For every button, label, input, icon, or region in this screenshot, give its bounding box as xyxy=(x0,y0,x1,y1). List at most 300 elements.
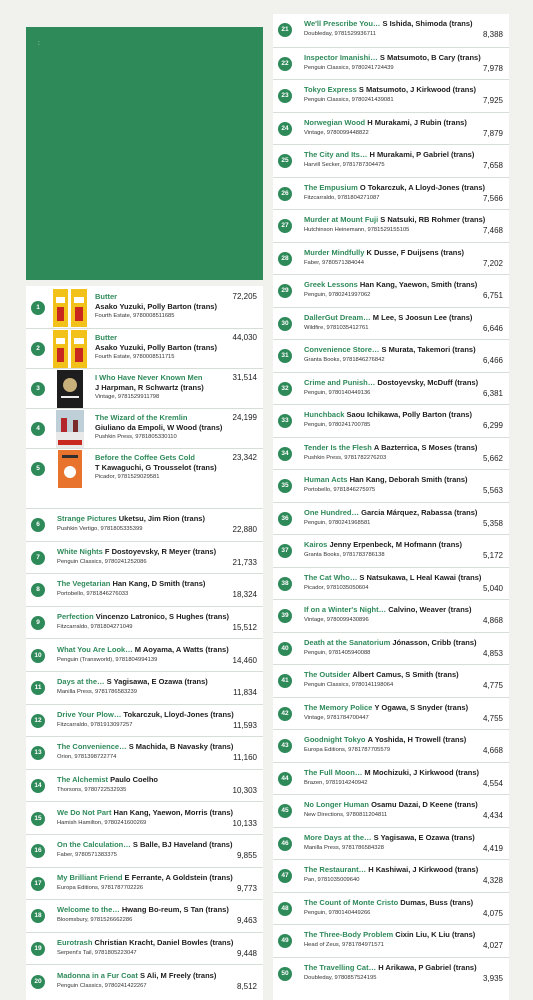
book-publisher: Penguin (Transworld), 9781804994139 xyxy=(57,656,158,663)
sales-value: 7,566 xyxy=(482,193,503,203)
book-publisher: Penguin, 9780140449266 xyxy=(304,909,371,916)
book-row xyxy=(273,274,509,307)
book-title[interactable]: Murder Mindfully xyxy=(304,247,365,257)
book-publisher: Harvill Secker, 9781787304475 xyxy=(304,162,385,169)
sales-value: 21,733 xyxy=(232,557,257,567)
book-title[interactable]: The Full Moon… xyxy=(304,767,363,777)
book-line xyxy=(304,85,503,95)
book-row xyxy=(26,867,263,900)
coffee-cover-image xyxy=(53,450,87,488)
sales-value: 9,855 xyxy=(236,851,257,861)
sales-value: 5,662 xyxy=(482,453,503,463)
book-title[interactable]: Eurotrash xyxy=(57,938,93,948)
rank-badge: 6 xyxy=(31,518,45,532)
sales-value: 10,303 xyxy=(232,786,257,796)
book-row xyxy=(273,697,509,730)
rank-badge: 9 xyxy=(31,616,45,630)
book-row xyxy=(273,859,509,892)
book-authors: Jónasson, Cribb (trans) xyxy=(392,637,477,647)
book-line xyxy=(304,703,503,713)
book-publisher: Europa Editions, 9781787702226 xyxy=(57,884,144,891)
sales-value: 44,030 xyxy=(232,333,257,342)
book-publisher: Penguin Classics, 9780141198064 xyxy=(304,682,394,689)
top-book-row xyxy=(26,368,263,408)
book-publisher: Fourth Estate, 9780008511685 xyxy=(95,313,175,319)
rank-badge: 29 xyxy=(278,284,292,298)
sales-value: 7,925 xyxy=(482,96,503,106)
book-publisher: Doubleday, 9781529936711 xyxy=(304,31,376,38)
book-publisher: Head of Zeus, 9781784971571 xyxy=(304,942,384,949)
book-line xyxy=(57,579,257,589)
book-title[interactable]: Butter xyxy=(95,333,118,342)
book-row xyxy=(273,242,509,275)
book-row xyxy=(26,671,263,704)
book-title[interactable]: Goodnight Tokyo xyxy=(304,735,366,745)
book-line xyxy=(57,645,257,655)
rank-badge: 43 xyxy=(278,739,292,753)
book-authors: Tokarczuk, Lloyd-Jones (trans) xyxy=(123,709,234,719)
rank-badge: 2 xyxy=(31,342,45,356)
book-authors: Han Kang, Yaewon, Morris (trans) xyxy=(113,807,234,817)
book-title[interactable]: My Brilliant Friend xyxy=(57,872,123,882)
book-row xyxy=(273,307,509,340)
sales-value: 4,554 xyxy=(482,778,503,788)
book-publisher: Thorsons, 9780722532935 xyxy=(57,787,127,794)
book-title[interactable]: Perfection xyxy=(57,612,94,622)
rank-badge: 17 xyxy=(31,877,45,891)
book-authors: S Yagisawa, E Ozawa (trans) xyxy=(106,677,208,687)
book-row xyxy=(26,964,263,997)
book-authors: Hwang Bo-reum, S Tan (trans) xyxy=(121,905,229,915)
sales-value: 5,358 xyxy=(482,518,503,528)
book-authors: Y Ogawa, S Snyder (trans) xyxy=(374,702,469,712)
book-title[interactable]: Kairos xyxy=(304,540,328,550)
book-authors: Jenny Erpenbeck, M Hofmann (trans) xyxy=(329,540,462,550)
rank-badge: 16 xyxy=(31,844,45,858)
butter-cover-image xyxy=(53,330,87,368)
top-book-row xyxy=(26,288,263,328)
rank-badge: 48 xyxy=(278,902,292,916)
book-title[interactable]: The Convenience… xyxy=(57,742,127,752)
rank-badge: 50 xyxy=(278,967,292,981)
book-publisher: Penguin, 9781405940088 xyxy=(304,649,371,656)
sales-value: 14,460 xyxy=(232,655,257,665)
book-line xyxy=(57,808,257,818)
book-row xyxy=(273,957,509,990)
book-title[interactable]: One Hundred… xyxy=(304,507,360,517)
book-title[interactable]: On the Calculation… xyxy=(57,840,131,850)
book-publisher: Picador, 9781035050604 xyxy=(304,584,369,591)
book-row xyxy=(273,437,509,470)
book-line xyxy=(57,547,257,557)
book-line xyxy=(57,612,257,622)
rank-badge: 10 xyxy=(31,649,45,663)
sales-value: 4,668 xyxy=(482,746,503,756)
book-line xyxy=(57,840,257,850)
sales-value: 23,342 xyxy=(232,453,257,462)
rank-badge: 19 xyxy=(31,942,45,956)
book-title[interactable]: Before the Coffee Gets Cold xyxy=(95,453,196,462)
book-line xyxy=(304,670,503,680)
book-title[interactable]: The Outsider xyxy=(304,670,351,680)
rank-badge: 8 xyxy=(31,583,45,597)
book-row xyxy=(273,827,509,860)
rank-badge: 5 xyxy=(31,462,45,476)
book-authors: Vincenzo Latronico, S Hughes (trans) xyxy=(95,612,229,622)
sales-value: 9,448 xyxy=(236,949,257,959)
book-authors: Christian Kracht, Daniel Bowles (trans) xyxy=(94,938,234,948)
book-row xyxy=(26,704,263,737)
book-row xyxy=(273,112,509,145)
book-line xyxy=(57,775,257,785)
book-authors: S Murata, Takemori (trans) xyxy=(381,345,476,355)
book-publisher: Penguin, 9780140449136 xyxy=(304,389,371,396)
book-line xyxy=(57,514,257,524)
book-row xyxy=(273,339,509,372)
top-book-row xyxy=(26,448,263,488)
book-authors: Han Kang, Yaewon, Smith (trans) xyxy=(359,280,478,290)
book-publisher: Vintage, 9780099430896 xyxy=(304,617,369,624)
book-title[interactable]: Convenience Store… xyxy=(304,345,380,355)
left-ranking-list xyxy=(26,286,263,1000)
rank-badge: 15 xyxy=(31,812,45,826)
book-publisher: Vintage, 9781784700447 xyxy=(304,714,369,721)
book-title[interactable]: Human Acts xyxy=(304,475,348,485)
book-line xyxy=(57,742,257,752)
rank-badge: 7 xyxy=(31,551,45,565)
book-row xyxy=(273,469,509,502)
book-row xyxy=(273,567,509,600)
book-line xyxy=(57,971,257,981)
rank-badge: 40 xyxy=(278,642,292,656)
book-authors: S Balle, BJ Haveland (trans) xyxy=(132,840,233,850)
book-publisher: Hutchinson Heinemann, 9781529155105 xyxy=(304,227,410,234)
book-authors: S Matsumoto, B Cary (trans) xyxy=(379,52,481,62)
book-publisher: Brazen, 9781914240942 xyxy=(304,779,368,786)
book-line xyxy=(304,865,503,875)
book-publisher: Bloomsbury, 9781526662286 xyxy=(57,917,133,924)
sales-value: 11,593 xyxy=(233,720,257,730)
book-row xyxy=(273,372,509,405)
book-title[interactable]: Death at the Sanatorium xyxy=(304,637,391,647)
book-authors: M Lee, S Joosun Lee (trans) xyxy=(372,312,473,322)
book-authors: T Kawaguchi, G Trousselot (trans) xyxy=(95,463,217,472)
book-line xyxy=(304,345,503,355)
sales-value: 7,879 xyxy=(482,128,503,138)
book-publisher: Penguin Classics, 9780241439081 xyxy=(304,97,394,104)
book-line xyxy=(304,768,503,778)
book-publisher: Vintage, 9781529911798 xyxy=(95,394,160,400)
book-authors: S Matsumoto, J Kirkwood (trans) xyxy=(358,85,476,95)
book-title[interactable]: We'll Prescribe You… xyxy=(304,19,381,29)
book-line xyxy=(304,150,503,160)
book-title[interactable]: Strange Pictures xyxy=(57,514,117,524)
book-line xyxy=(304,800,503,810)
book-authors: H Arikawa, P Gabriel (trans) xyxy=(378,962,477,972)
rank-badge: 23 xyxy=(278,89,292,103)
book-line xyxy=(304,573,503,583)
book-line xyxy=(57,710,257,720)
book-line xyxy=(304,638,503,648)
book-title[interactable]: Days at the… xyxy=(57,677,105,687)
book-authors: S Yagisawa, E Ozawa (trans) xyxy=(373,832,475,842)
book-row xyxy=(26,541,263,574)
sales-value: 7,468 xyxy=(482,226,503,236)
book-authors: Albert Camus, S Smith (trans) xyxy=(352,670,459,680)
rank-badge: 3 xyxy=(31,382,45,396)
book-line xyxy=(304,963,503,973)
book-line xyxy=(304,280,503,290)
book-authors: H Murakami, P Gabriel (trans) xyxy=(369,150,475,160)
rank-badge: 45 xyxy=(278,804,292,818)
rank-badge: 37 xyxy=(278,544,292,558)
book-publisher: New Directions, 9780811204811 xyxy=(304,812,388,819)
book-row xyxy=(273,79,509,112)
book-authors: M Aoyama, A Watts (trans) xyxy=(134,644,229,654)
sales-value: 8,512 xyxy=(236,981,257,991)
book-row xyxy=(273,924,509,957)
sales-value: 6,751 xyxy=(482,291,503,301)
rank-badge: 46 xyxy=(278,837,292,851)
book-publisher: Faber, 9780571383375 xyxy=(57,852,117,859)
book-publisher: Europa Editions, 9781787705579 xyxy=(304,747,391,754)
data-source-line: : xyxy=(38,40,40,47)
book-authors: J Harpman, R Schwartz (trans) xyxy=(95,383,204,392)
book-authors: Asako Yuzuki, Polly Barton (trans) xyxy=(95,302,217,311)
rank-badge: 12 xyxy=(31,714,45,728)
book-title[interactable]: Madonna in a Fur Coat xyxy=(57,970,138,980)
book-title[interactable]: Murder at Mount Fuji xyxy=(304,215,379,225)
book-row xyxy=(273,404,509,437)
sales-value: 4,853 xyxy=(482,648,503,658)
sales-value: 18,324 xyxy=(232,590,257,600)
rank-badge: 25 xyxy=(278,154,292,168)
book-title[interactable]: The Cat Who… xyxy=(304,572,358,582)
book-publisher: Pushkin Press, 9781782276203 xyxy=(304,454,387,461)
sales-value: 24,199 xyxy=(232,413,257,422)
book-row xyxy=(273,14,509,47)
book-title[interactable]: The Memory Police xyxy=(304,702,373,712)
book-authors: Giuliano da Empoli, W Wood (trans) xyxy=(95,423,223,432)
rank-badge: 20 xyxy=(31,975,45,989)
rank-badge: 31 xyxy=(278,349,292,363)
book-line xyxy=(57,873,257,883)
book-row xyxy=(273,762,509,795)
rank-badge: 42 xyxy=(278,707,292,721)
book-publisher: Pan, 9781035009640 xyxy=(304,877,360,884)
book-title[interactable]: Drive Your Plow… xyxy=(57,709,122,719)
rank-badge: 4 xyxy=(31,422,45,436)
rank-badge: 1 xyxy=(31,301,45,315)
rank-badge: 35 xyxy=(278,479,292,493)
book-row xyxy=(273,632,509,665)
book-row xyxy=(273,502,509,535)
book-row xyxy=(273,794,509,827)
book-publisher: Serpent's Tail, 9781805223047 xyxy=(57,950,137,957)
book-row xyxy=(26,736,263,769)
sales-value: 4,075 xyxy=(482,908,503,918)
book-authors: H Murakami, J Rubin (trans) xyxy=(367,117,467,127)
rank-badge: 30 xyxy=(278,317,292,331)
sales-value: 7,978 xyxy=(482,63,503,73)
book-row xyxy=(26,932,263,965)
book-row xyxy=(273,47,509,80)
rank-badge: 39 xyxy=(278,609,292,623)
book-row xyxy=(26,508,263,541)
book-line xyxy=(304,833,503,843)
sales-value: 3,935 xyxy=(482,973,503,983)
book-title[interactable]: Welcome to the… xyxy=(57,905,120,915)
book-authors: S Ali, M Freely (trans) xyxy=(139,970,217,980)
sales-value: 11,834 xyxy=(233,688,257,698)
butter-cover-image xyxy=(53,289,87,327)
book-row xyxy=(26,573,263,606)
sales-value: 22,880 xyxy=(232,525,257,535)
book-title[interactable]: The Alchemist xyxy=(57,775,108,785)
book-line xyxy=(304,53,503,63)
rank-badge: 32 xyxy=(278,382,292,396)
book-title[interactable]: Crime and Punish… xyxy=(304,377,376,387)
book-title[interactable]: Greek Lessons xyxy=(304,280,358,290)
book-title[interactable]: Butter xyxy=(95,292,118,301)
sales-value: 4,868 xyxy=(482,616,503,626)
book-authors: M Mochizuki, J Kirkwood (trans) xyxy=(364,767,480,777)
book-line xyxy=(304,540,503,550)
book-row xyxy=(26,638,263,671)
sales-value: 9,463 xyxy=(236,916,257,926)
sales-value: 7,202 xyxy=(482,258,503,268)
book-publisher: Orion, 9781398722774 xyxy=(57,754,117,761)
book-line xyxy=(304,898,503,908)
book-title[interactable]: The Vegetarian xyxy=(57,579,111,589)
sales-value: 72,205 xyxy=(232,292,257,301)
book-row xyxy=(273,599,509,632)
sales-value: 5,563 xyxy=(482,486,503,496)
book-row xyxy=(26,769,263,802)
sales-value: 6,466 xyxy=(482,356,503,366)
book-row xyxy=(273,664,509,697)
book-line xyxy=(304,378,503,388)
book-line xyxy=(304,215,503,225)
book-publisher: Penguin, 9780241997062 xyxy=(304,292,371,299)
book-authors: S Natsukawa, L Heal Kawai (trans) xyxy=(359,572,482,582)
book-title[interactable]: The City and Its… xyxy=(304,150,368,160)
book-line xyxy=(304,19,503,29)
top-book-row xyxy=(26,408,263,448)
book-row xyxy=(273,729,509,762)
book-title[interactable]: The Count of Monte Cristo xyxy=(304,897,399,907)
rank-badge: 36 xyxy=(278,512,292,526)
book-publisher: Doubleday, 9780857524195 xyxy=(304,974,377,981)
book-title[interactable]: We Do Not Part xyxy=(57,807,112,817)
book-line xyxy=(57,905,257,915)
book-publisher: Vintage, 9780099448822 xyxy=(304,129,369,136)
book-authors: Han Kang, D Smith (trans) xyxy=(112,579,206,589)
sales-value: 9,773 xyxy=(236,883,257,893)
book-title[interactable]: The Travelling Cat… xyxy=(304,962,377,972)
book-authors: Saou Ichikawa, Polly Barton (trans) xyxy=(346,410,472,420)
book-publisher: Fourth Estate, 9780008511715 xyxy=(95,354,175,360)
book-publisher: Penguin Classics, 9780241422267 xyxy=(57,982,147,989)
book-authors: Dumas, Buss (trans) xyxy=(400,897,474,907)
rank-badge: 21 xyxy=(278,23,292,37)
book-authors: H Kashiwai, J Kirkwood (trans) xyxy=(368,865,479,875)
book-publisher: Fitzcarraldo, 9781804271087 xyxy=(304,194,380,201)
rank-badge: 26 xyxy=(278,187,292,201)
book-publisher: Pushkin Vertigo, 9781805335399 xyxy=(57,526,143,533)
rank-badge: 44 xyxy=(278,772,292,786)
book-publisher: Penguin Classics, 9780241252086 xyxy=(57,558,147,565)
book-title[interactable]: No Longer Human xyxy=(304,800,369,810)
sales-value: 4,434 xyxy=(482,811,503,821)
book-title[interactable]: If on a Winter's Night… xyxy=(304,605,387,615)
book-publisher: Picador, 9781529029581 xyxy=(95,474,160,480)
book-title[interactable]: The Empusium xyxy=(304,182,358,192)
book-publisher: Faber, 9780571384044 xyxy=(304,259,364,266)
book-title[interactable]: More Days at the… xyxy=(304,832,372,842)
book-row xyxy=(273,534,509,567)
book-title[interactable]: White Nights xyxy=(57,546,103,556)
book-title[interactable]: I Who Have Never Known Men xyxy=(95,373,203,382)
book-publisher: Manilla Press, 9781786583239 xyxy=(57,689,137,696)
rank-badge: 24 xyxy=(278,122,292,136)
sales-value: 8,388 xyxy=(482,30,503,40)
rank-badge: 38 xyxy=(278,577,292,591)
sales-value: 6,299 xyxy=(482,421,503,431)
book-publisher: Manilla Press, 9781786584328 xyxy=(304,844,384,851)
book-authors: S Ishida, Shimoda (trans) xyxy=(382,19,473,29)
book-authors: A Yoshida, H Trowell (trans) xyxy=(367,735,467,745)
rank-badge: 27 xyxy=(278,219,292,233)
book-title[interactable]: Tokyo Express xyxy=(304,85,357,95)
rank-badge: 41 xyxy=(278,674,292,688)
rank-badge: 18 xyxy=(31,909,45,923)
sales-value: 31,514 xyxy=(232,373,257,382)
book-publisher: Fitzcarraldo, 9781804271049 xyxy=(57,624,133,631)
title-panel xyxy=(26,27,263,280)
sales-value: 4,775 xyxy=(482,681,503,691)
book-title[interactable]: Hunchback xyxy=(304,410,345,420)
book-publisher: Penguin Classics, 9780241724439 xyxy=(304,64,394,71)
book-title[interactable]: Inspector Imanishi… xyxy=(304,52,378,62)
rank-badge: 28 xyxy=(278,252,292,266)
sales-value: 4,755 xyxy=(482,713,503,723)
book-line xyxy=(304,313,503,323)
book-publisher: Granta Books, 9781846276842 xyxy=(304,357,385,364)
book-title[interactable]: Norwegian Wood xyxy=(304,117,366,127)
book-authors: Cixin Liu, K Liu (trans) xyxy=(395,930,476,940)
sales-value: 5,172 xyxy=(482,551,503,561)
book-title[interactable]: What You Are Look… xyxy=(57,644,133,654)
rank-badge: 11 xyxy=(31,681,45,695)
book-line xyxy=(57,677,257,687)
i_who_have-cover-image xyxy=(53,370,87,408)
book-title[interactable]: The Restaurant… xyxy=(304,865,367,875)
sales-value: 4,027 xyxy=(482,941,503,951)
book-authors: F Dostoyevsky, R Meyer (trans) xyxy=(104,546,217,556)
book-authors: Uketsu, Jim Rion (trans) xyxy=(118,514,205,524)
book-authors: Garcia Márquez, Rabassa (trans) xyxy=(361,507,478,517)
book-title[interactable]: The Wizard of the Kremlin xyxy=(95,413,188,422)
book-title[interactable]: DallerGut Dream… xyxy=(304,312,371,322)
book-publisher: Portobello, 9781846275975 xyxy=(304,487,376,494)
book-authors: S Machida, B Navasky (trans) xyxy=(128,742,234,752)
rank-badge: 22 xyxy=(278,57,292,71)
book-title[interactable]: The Three-Body Problem xyxy=(304,930,394,940)
book-row xyxy=(273,177,509,210)
book-line xyxy=(304,475,503,485)
book-title[interactable]: Tender Is the Flesh xyxy=(304,442,372,452)
